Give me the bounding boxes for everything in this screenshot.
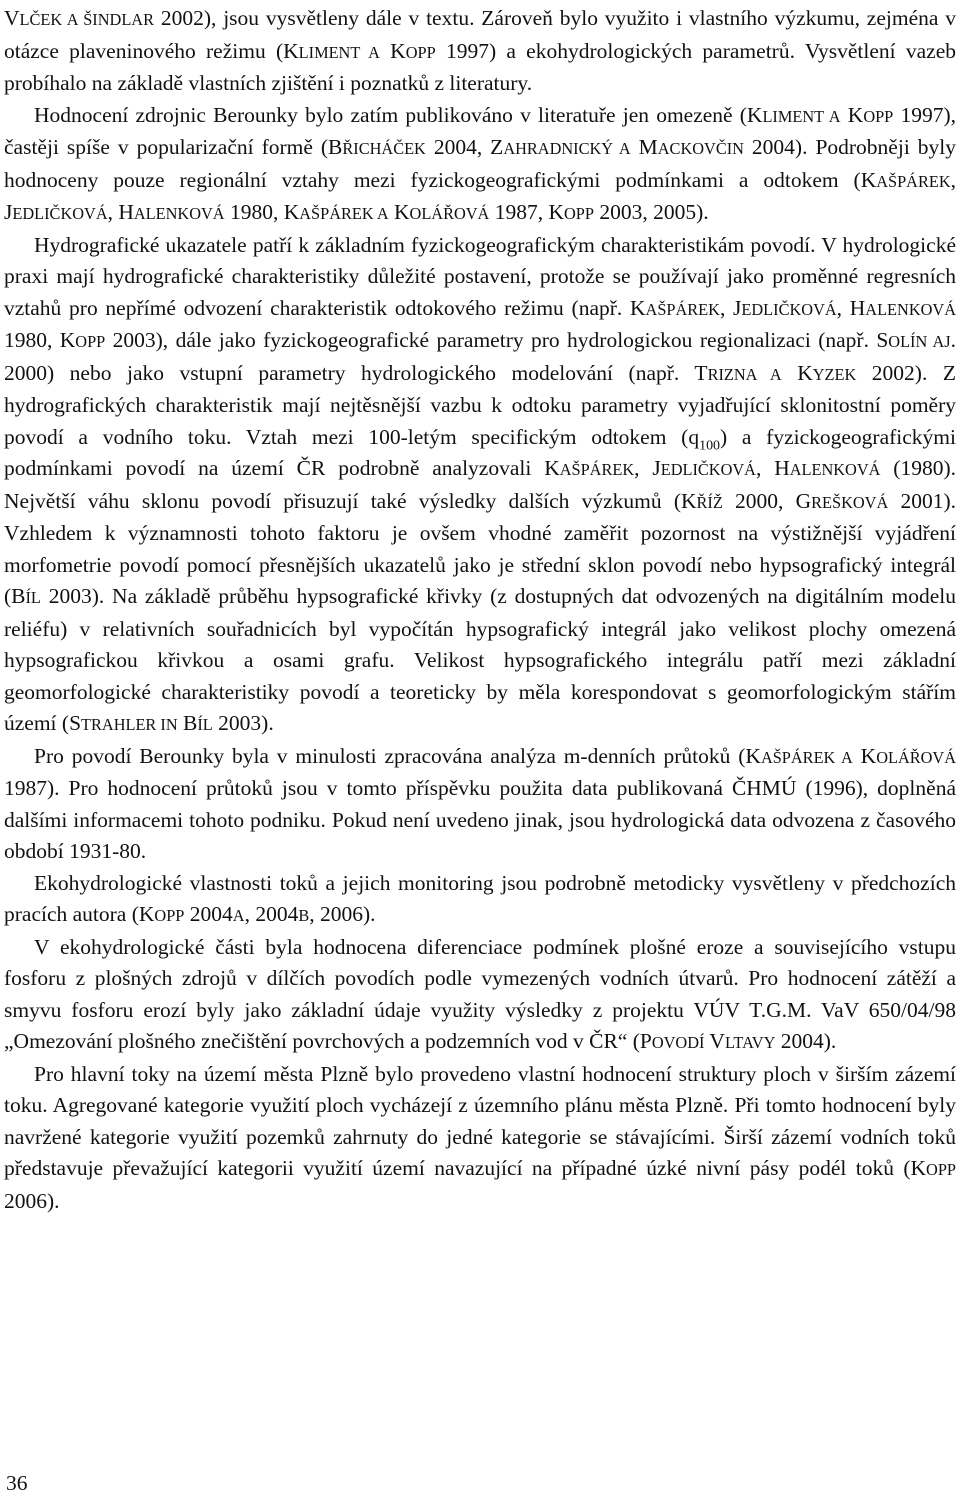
- text-run: ) a fyzickogeografickými podmínkami povodí na území ČR podrobně analyzovali K: [4, 424, 956, 480]
- text-run: K: [781, 360, 813, 385]
- text-run: K: [840, 102, 864, 127]
- small-caps-text: RIZNA A: [707, 364, 782, 384]
- text-run: V ekohydrologické části byla hodnocena diferenciace podmínek plošné eroze a souvisejícího vstupu fosforu z plošných zdrojů v dílčích povodích podle vymezených vodních útvarů. Pro hodnocení zátěží a smyvu fosforu erozí byly jako základní údaje využity výsledky z projektu VÚV T.G.M. VaV 650/04/98 „Omezování plošného znečištění povrchových a podzemních vod v ČR“ (P: [4, 934, 956, 1053]
- text-run: Hydrografické ukazatele patří k základním fyzickogeografickým charakteristikám povodí. V hydrologické praxi mají hydrografické charakteristiky důležité postavení, protože se používají jako proměnné regresních vztahů pro nepřímé odvození charakteristik odtokového režimu (např. K: [4, 232, 956, 320]
- text-run: 2003).: [212, 711, 274, 735]
- text-run: . 2000) nebo jako vstupní parametry hydrologického modelování (např. T: [4, 328, 956, 385]
- text-run: 2003), dále jako fyzickogeografické parametry pro hydrologickou regionalizaci (např. S: [105, 328, 889, 352]
- paragraph: [4, 100, 956, 230]
- text-run: , 2004: [244, 902, 299, 926]
- text-run: 2000, G: [722, 488, 812, 513]
- text-run: 2001). Vzhledem k významnosti tohoto faktoru je ovšem vhodné zaměřit pozornost na výstižnější vyjádření morfometrie povodí pomocí přesnějších ukazatelů jako je střední sklon povodí nebo hypsografický integrál (B: [4, 488, 956, 608]
- small-caps-text: ÍL: [197, 715, 213, 734]
- small-caps-text: ÍL: [25, 588, 41, 607]
- small-caps-text: ALENKOVÁ: [789, 460, 881, 479]
- text-run: K: [852, 743, 877, 768]
- small-caps-text: TRAHLER IN: [81, 715, 178, 734]
- small-caps-text: REŠKOVÁ: [811, 492, 889, 512]
- text-run: 2003, 2005).: [593, 200, 709, 224]
- text-run: 1980, K: [224, 200, 300, 224]
- small-caps-text: AHRADNICKÝ A: [503, 139, 631, 158]
- paragraph: [4, 1059, 956, 1218]
- text-run: , J: [4, 167, 956, 224]
- small-caps-text: ALENKOVÁ: [865, 299, 956, 319]
- small-caps-text: ŘICHÁČEK: [342, 139, 426, 158]
- text-run: 2004, Z: [425, 135, 504, 159]
- text-run: 1980, K: [4, 328, 76, 352]
- text-run: 2002). Z hydrografických charakteristik mají nejtěsnější vazbu k odtoku parametry vyjadřující sklonitostní poměry povodí a vodního toku. Vztah mezi 100-letým specifickým odtokem (q: [4, 360, 957, 449]
- small-caps-text: OPP: [564, 204, 594, 223]
- small-caps-text: AŠPÁREK A: [760, 747, 853, 767]
- small-caps-text: AŠPÁREK: [559, 460, 635, 479]
- small-caps-text: OPP: [154, 906, 185, 925]
- small-caps-text: OPP: [75, 332, 106, 351]
- body-text: [4, 3, 956, 1217]
- small-caps-text: OLÁŘOVÁ: [409, 204, 490, 223]
- text-run: Hodnocení zdrojnic Berounky bylo zatím publikováno v literatuře jen omezeně (K: [34, 102, 763, 127]
- text-run: K: [388, 200, 410, 224]
- small-caps-text: EDLIČKOVÁ: [741, 299, 837, 319]
- text-run: B: [177, 711, 198, 735]
- text-run: , H: [836, 295, 866, 320]
- small-caps-text: ACKOVČIN: [657, 139, 744, 158]
- text-run: 2004). Podrobněji byly hodnoceny pouze regionální vztahy mezi fyzickogeografickými podmínkami a odtokem (K: [4, 135, 956, 192]
- text-run: , J: [719, 295, 742, 320]
- paragraph: [4, 932, 956, 1059]
- small-caps-text: OVODÍ: [651, 1033, 705, 1052]
- small-caps-text: OPP: [863, 106, 894, 126]
- small-caps-text: ALENKOVÁ: [133, 204, 225, 223]
- small-caps-text: OLÍN AJ: [888, 332, 951, 351]
- small-caps-text: EDLIČKOVÁ: [12, 204, 108, 223]
- small-caps-text: LČEK A ŠINDLAR: [19, 10, 154, 29]
- small-caps-text: AŠPÁREK: [876, 171, 951, 191]
- text-run: V: [4, 6, 20, 30]
- subscript: 100: [699, 437, 721, 453]
- text-run: 1997), častěji spíše v popularizační formě (B: [4, 102, 956, 159]
- paragraph: [4, 741, 956, 868]
- small-caps-text: EDLIČKOVÁ: [660, 460, 756, 479]
- paragraph: [4, 868, 956, 932]
- page-number: 36: [6, 1471, 28, 1495]
- text-run: , H: [755, 456, 790, 480]
- small-caps-text: OPP: [405, 42, 436, 62]
- text-run: , 2006).: [309, 902, 376, 926]
- small-caps-text: YZEK: [812, 364, 857, 384]
- text-run: Pro povodí Berounky byla v minulosti zpracována analýza m-denních průtoků (K: [34, 743, 761, 768]
- text-run: M: [630, 135, 658, 159]
- text-run: 1997) a ekohydrologických parametrů. Vysvětlení vazeb probíhalo na základě vlastních zjištění i poznatků z literatury.: [4, 38, 956, 95]
- text-run: , J: [634, 456, 661, 480]
- text-run: K: [379, 38, 406, 63]
- paragraph: [4, 230, 956, 741]
- text-run: Pro hlavní toky na území města Plzně bylo provedeno vlastní hodnocení struktury ploch v širším zázemí toku. Agregované kategorie využití ploch vycházejí z územního plánu města Plzně. Při tomto hodnocení byly navržené kategorie využití pozemků zahrnuty do jedné kategorie se stávajícími. Širší zázemí vodních toků představuje převažující kategorii využití území navazující na případné úzké nivní pásy podél toků (K: [4, 1061, 956, 1180]
- small-caps-text: OLÁŘOVÁ: [876, 747, 957, 767]
- small-caps-text: A: [232, 906, 245, 925]
- text-run: 2006).: [4, 1188, 60, 1213]
- text-run: 2002), jsou vysvětleny dále v textu. Zároveň bylo využito i vlastního výzkumu, zejména v otázce plaveninového režimu (K: [4, 6, 956, 63]
- text-run: V: [704, 1029, 725, 1053]
- small-caps-text: AŠPÁREK: [645, 299, 720, 319]
- text-run: Ekohydrologické vlastnosti toků a jejich monitoring jsou podrobně metodicky vysvětleny v předchozích pracích autora (K: [4, 870, 956, 926]
- small-caps-text: B: [298, 906, 310, 925]
- small-caps-text: LTAVY: [724, 1033, 776, 1052]
- text-run: (1980). Největší váhu sklonu povodí přisuzují také výsledky dalších výzkumů (K: [4, 456, 956, 513]
- text-run: 2004).: [775, 1029, 837, 1053]
- text-run: 2004: [184, 902, 233, 926]
- text-run: 2003). Na základě průběhu hypsografické křivky (z dostupných dat odvozených na digitálním modelu reliéfu) v relativních souřadnicích byl vypočítán hypsografický integrál jako velikost plochy omezená hypsografickou křivkou a osami grafu. Velikost hypsografického integrálu patří mezi základní geomorfologické charakteristiky povodí a teoreticky by měla korespondovat s geomorfologickým stářím území (S: [4, 584, 956, 735]
- small-caps-text: LIMENT A: [762, 106, 841, 126]
- small-caps-text: ŘÍŽ: [696, 492, 723, 512]
- small-caps-text: OPP: [926, 1160, 956, 1179]
- text-run: 1987). Pro hodnocení průtoků jsou v tomto příspěvku použita data publikovaná ČHMÚ (1996), doplněná dalšími informacemi tohoto podniku. Pokud není uvedeno jinak, jsou hydrologická data odvozena z časového období 1931-80.: [4, 776, 956, 863]
- paragraph: [4, 3, 956, 100]
- text-run: , H: [107, 200, 134, 224]
- small-caps-text: AŠPÁREK A: [299, 204, 389, 223]
- text-run: 1987, K: [489, 200, 565, 224]
- small-caps-text: LIMENT A: [298, 42, 380, 62]
